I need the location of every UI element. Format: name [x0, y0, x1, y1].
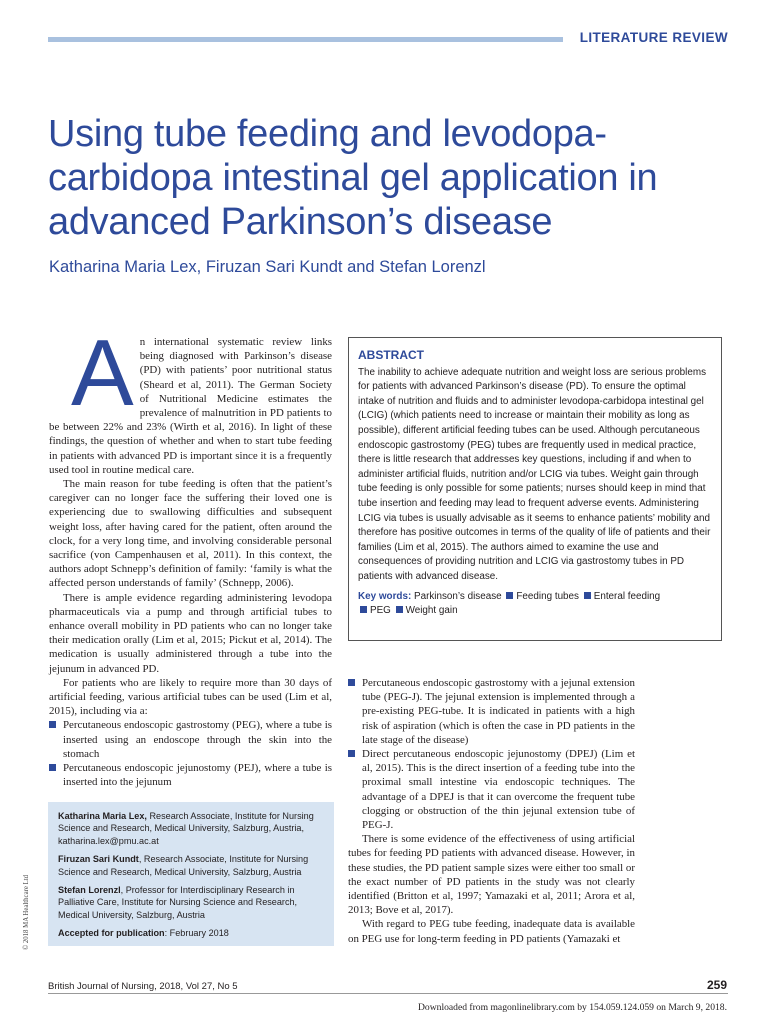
footer-rule	[48, 993, 728, 994]
body-column-left	[49, 320, 332, 790]
author-affiliations-box	[48, 802, 334, 946]
download-notice: Downloaded from magonlinelibrary.com by 154.059.124.059 on March 9, 2018.	[418, 1002, 727, 1013]
tube-list-continued	[348, 676, 635, 832]
copyright-notice: © 2018 MA Healthcare Ltd	[23, 874, 30, 950]
keywords-label: Key words:	[358, 590, 412, 602]
abstract-text: The inability to achieve adequate nutrition and weight loss are serious problems for patients with advanced Parkinson’s disease (PD). To ensure the optimal intake of nutrition and fluids and to administer levodopa-carbidopa intestinal gel (LCIG) (which patients need to increase or maintain their mobility as long as possible), different artificial feeding tubes can be used. Although percutaneous endoscopic gastrostomy (PEG) tubes are frequently used in medical practice, there is little research that addresses key questions, including if and when to administer artificial fluids, nutrition and/or LCIG via tubes. Weight gain through tube feeding is only possible for some patients; nurses should keep in mind that tube insertion and feeding may lead to frequent adverse events. Administering LCIG via tubes is usually advisable as it seems to enhance patients’ mobility and therefore has positive outcomes in terms of the quality of life of patients and their families (Lim et al, 2015). The authors aimed to examine the use and consequences of providing nutrition and LCIG via gastrostomy tubes in PD patients with advanced disease.	[358, 366, 711, 582]
bullet-square-icon	[49, 764, 56, 771]
abstract-heading: ABSTRACT	[358, 348, 424, 362]
body-paragraph: The main reason for tube feeding is often that the patient’s caregiver can no longer face the suffering their loved one is experiencing due to swallowing difficulties and subsequent weight loss, after having cared for the patient, often around the clock, for a very long time, and involving considerable personal sacrifice (von Campenhausen et al, 2011). In this context, the authors adopt Schnepp’s definition of family: ‘family is what the affected person understands of family’ (Schnepp, 2006).	[49, 478, 332, 590]
body-paragraph: There is some evidence of the effectiveness of using artificial tubes for feeding PD patients with advanced disease. However, in these studies, the PD patient sample sizes were either too small or the exact number of PD patients in the study was not clearly identified (Britton et al, 1997; Yamazaki et al, 2011; Arora et al, 2013; Bove et al, 2017).	[348, 833, 635, 917]
body-paragraph: There is ample evidence regarding administering levodopa pharmaceuticals via a pump and through artificial tubes to enhance overall mobility in PD patients who can no longer take their medication orally (Lim et al, 2015; Pickut et al, 2014). The medication is usually administered through a tube into the jejunum in advanced PD.	[49, 591, 332, 675]
keyword: Enteral feeding	[582, 591, 660, 602]
abstract-box	[348, 337, 722, 641]
article-authors: Katharina Maria Lex, Firuzan Sari Kundt and Stefan Lorenzl	[49, 258, 486, 276]
list-item: Percutaneous endoscopic jejunostomy (PEJ), where a tube is inserted into the jejunum	[49, 761, 332, 789]
bullet-square-icon	[584, 592, 591, 599]
header-rule	[48, 37, 563, 42]
intro-paragraph	[49, 320, 332, 477]
article-title: Using tube feeding and levodopa-carbidopa intestinal gel application in advanced Parkinson’s disease	[48, 113, 658, 243]
keyword: PEG	[358, 605, 391, 616]
drop-cap: A	[71, 320, 134, 425]
bullet-square-icon	[49, 721, 56, 728]
keywords	[358, 590, 713, 619]
bullet-square-icon	[506, 592, 513, 599]
page-number: 259	[706, 978, 727, 992]
accepted-date: Accepted for publication: February 2018	[58, 928, 229, 939]
bullet-square-icon	[348, 679, 355, 686]
paragraph-text: n international systematic review links being diagnosed with Parkinson’s disease (PD) with patients’ poor nutritional status (Sheard et al, 2011). The German Society of Nutritional Medicine estimates the prevalence of malnutrition in PD patients to be between 22% and 23% (Wirth et al, 2016). In light of these findings, the question of whether and when to start tube feeding in patients with advanced PD is important since it is a frequently used tool in routine medical care.	[49, 336, 332, 476]
keyword: Feeding tubes	[504, 591, 579, 602]
keyword: Parkinson’s disease	[413, 590, 502, 602]
section-label: LITERATURE REVIEW	[579, 30, 728, 45]
list-item: Direct percutaneous endoscopic jejunostomy (DPEJ) (Lim et al, 2015). This is the direct insertion of a feeding tube into the proximal small intestine via endoscopic techniques. The advantage of a DPEJ is that it can overcome the frequent tube clogging or obstruction of the thin jejunal extension tube of PEG-J.	[348, 747, 635, 832]
affiliation-entry: Stefan Lorenzl, Professor for Interdisciplinary Research in Palliative Care, Institute for Nursing Science and Research, Medical University, Salzburg, Austria	[58, 885, 298, 920]
keyword: Weight gain	[394, 605, 458, 616]
body-column-right	[348, 676, 635, 946]
body-paragraph: With regard to PEG tube feeding, inadequate data is available on PEG use for long-term feeding in PD patients (Yamazaki et	[348, 918, 635, 945]
list-item: Percutaneous endoscopic gastrostomy with a jejunal extension tube (PEG-J). The jejunal extension is implemented through a pre-existing PEG-tube. It is indicated in patients with a high risk of aspiration (which is often the case in PD patients in the late stage of the disease)	[348, 676, 635, 747]
bullet-square-icon	[348, 750, 355, 757]
list-item: Percutaneous endoscopic gastrostomy (PEG), where a tube is inserted using an endoscope through the skin into the stomach	[49, 718, 332, 761]
tube-list	[49, 718, 332, 789]
body-paragraph: For patients who are likely to require more than 30 days of artificial feeding, various artificial tubes can be used (Lim et al, 2015), including via a:	[49, 676, 332, 718]
affiliation-entry: Firuzan Sari Kundt, Research Associate, Institute for Nursing Science and Research, Medical University, Salzburg, Austria	[58, 854, 309, 877]
bullet-square-icon	[396, 606, 403, 613]
journal-citation: British Journal of Nursing, 2018, Vol 27, No 5	[48, 981, 238, 992]
bullet-square-icon	[360, 606, 367, 613]
affiliation-entry: Katharina Maria Lex, Research Associate, Institute for Nursing Science and Research, Medical University, Salzburg, Austria, katharina.lex@pmu.ac.at	[58, 811, 314, 846]
